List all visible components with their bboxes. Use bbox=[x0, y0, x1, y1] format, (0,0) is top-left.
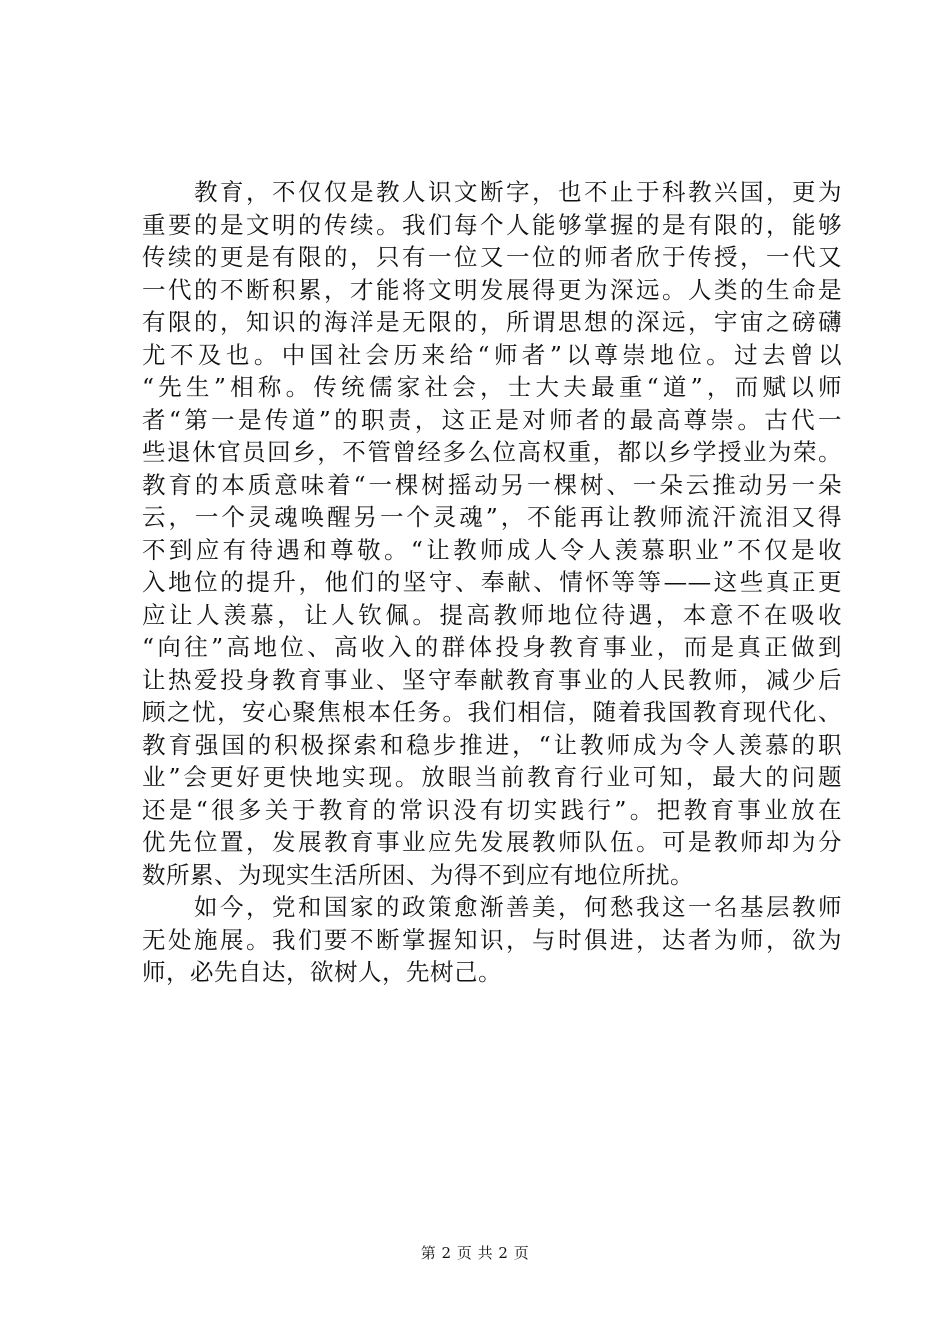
paragraph-end-line: 师，必先自达，欲树人，先树己。 bbox=[142, 958, 502, 986]
text-line: 让热爱投身教育事业、坚守奉献教育事业的人民教师，减少后 bbox=[142, 665, 842, 694]
text-line: 传续的更是有限的，只有一位又一位的师者欣于传授，一代又 bbox=[142, 243, 842, 271]
text-line: 业”会更好更快地实现。放眼当前教育行业可知，最大的问题 bbox=[142, 763, 842, 791]
text-line: 教育强国的积极探索和稳步推进，“让教师成为令人羡慕的职 bbox=[142, 730, 842, 759]
text-line: “先生”相称。传统儒家社会，士大夫最重“道”，而赋以师 bbox=[142, 373, 842, 401]
text-line: 无处施展。我们要不断掌握知识，与时俱进，达者为师，欲为 bbox=[142, 925, 842, 954]
text-line: 不到应有待遇和尊敬。“让教师成人令人羡慕职业”不仅是收 bbox=[142, 535, 842, 564]
text-line: 入地位的提升，他们的坚守、奉献、情怀等等——这些真正更 bbox=[142, 568, 842, 596]
text-line: “向往”高地位、高收入的群体投身教育事业，而是真正做到 bbox=[142, 633, 842, 661]
text-line: 应让人羡慕，让人钦佩。提高教师地位待遇，本意不在吸收 bbox=[142, 600, 842, 629]
text-line: 者“第一是传道”的职责，这正是对师者的最高尊崇。古代一 bbox=[142, 405, 842, 434]
text-line: 还是“很多关于教育的常识没有切实践行”。把教育事业放在 bbox=[142, 795, 842, 824]
text-line: 如今，党和国家的政策愈渐善美，何愁我这一名基层教师 bbox=[142, 893, 842, 921]
text-line: 有限的，知识的海洋是无限的，所谓思想的深远，宇宙之磅礴 bbox=[142, 308, 842, 336]
page-number-footer: 第 2 页 共 2 页 bbox=[420, 1244, 530, 1262]
text-line: 尤不及也。中国社会历来给“师者”以尊崇地位。过去曾以 bbox=[142, 340, 842, 369]
text-line: 些退休官员回乡，不管曾经多么位高权重，都以乡学授业为荣。 bbox=[142, 438, 842, 466]
text-line: 优先位置，发展教育事业应先发展教师队伍。可是教师却为分 bbox=[142, 828, 842, 856]
body-text bbox=[142, 176, 842, 989]
text-line: 教育，不仅仅是教人识文断字，也不止于科教兴国，更为 bbox=[142, 178, 842, 206]
text-line: 教育的本质意味着“一棵树摇动另一棵树、一朵云推动另一朵 bbox=[142, 470, 842, 499]
paragraph-end-line: 数所累、为现实生活所困、为得不到应有地位所扰。 bbox=[142, 860, 694, 889]
text-line: 一代的不断积累，才能将文明发展得更为深远。人类的生命是 bbox=[142, 275, 842, 304]
text-line: 顾之忧，安心聚焦根本任务。我们相信，随着我国教育现代化、 bbox=[142, 698, 842, 726]
text-line: 重要的是文明的传续。我们每个人能够掌握的是有限的，能够 bbox=[142, 210, 842, 239]
text-line: 云，一个灵魂唤醒另一个灵魂”，不能再让教师流汗流泪又得 bbox=[142, 503, 842, 531]
